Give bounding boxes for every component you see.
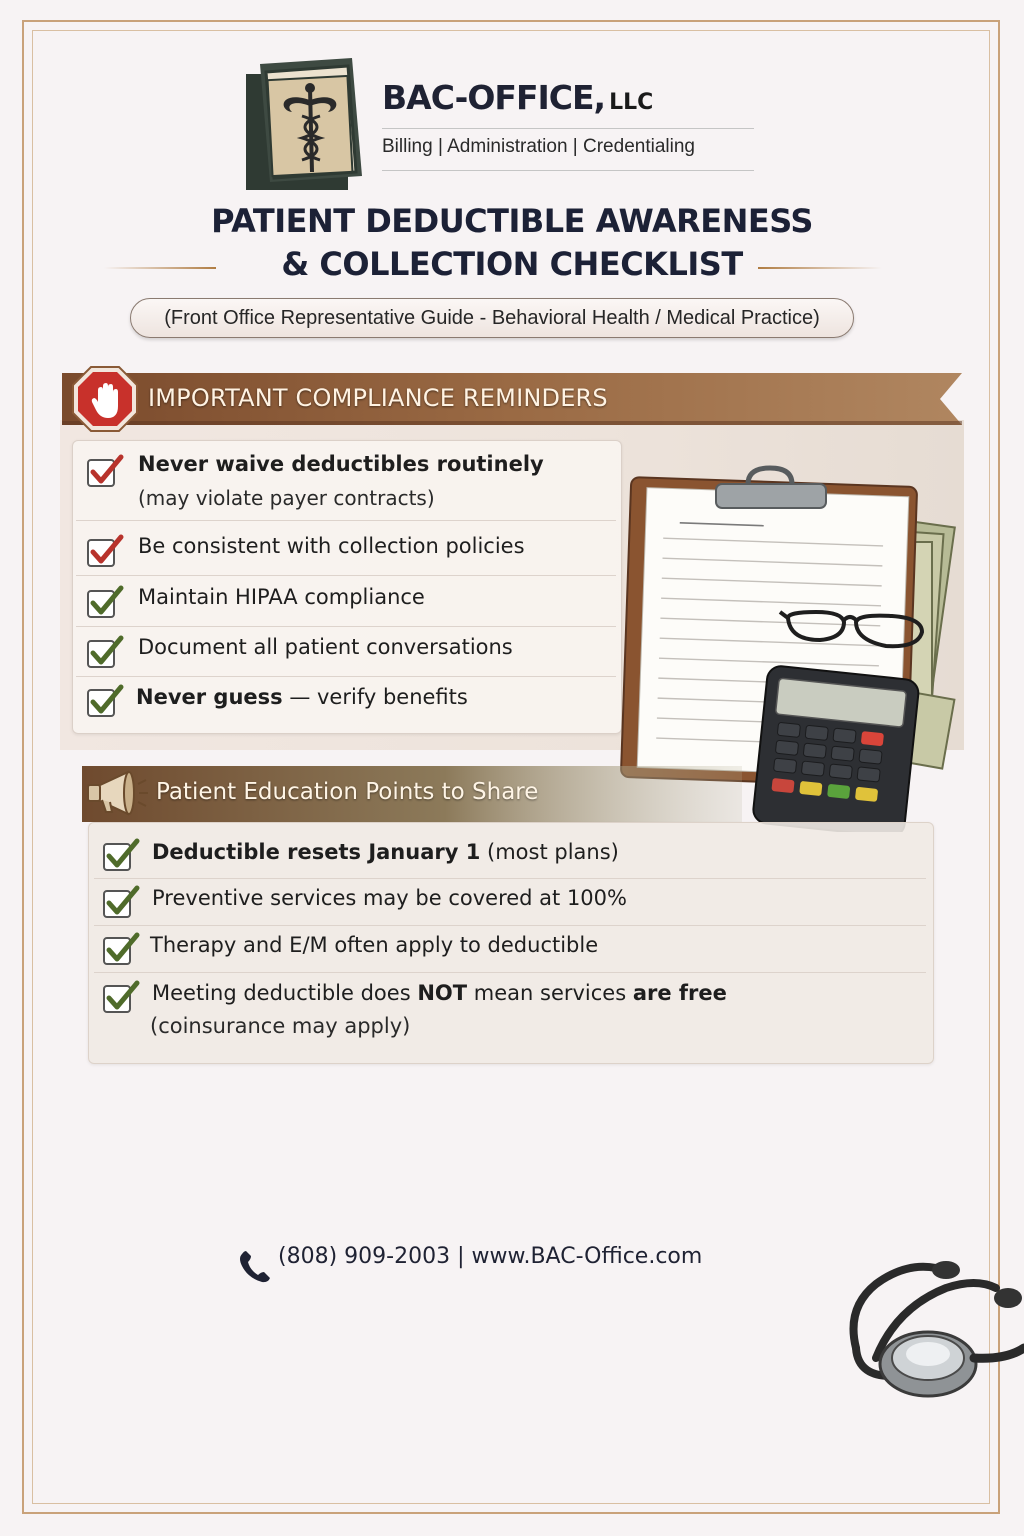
compliance-heading: IMPORTANT COMPLIANCE REMINDERS [148, 384, 608, 412]
calculator-icon [752, 665, 920, 832]
brand-name-text: BAC-OFFICE, [382, 78, 606, 117]
education-item-4-sub: (coinsurance may apply) [150, 1014, 411, 1038]
check-icon [86, 454, 124, 488]
contact-website[interactable]: www.BAC-Office.com [471, 1244, 703, 1269]
row-divider [76, 520, 616, 521]
contact-separator: | [457, 1244, 465, 1269]
title-rule-right [758, 267, 882, 269]
subtitle-pill: (Front Office Representative Guide - Behavioral Health / Medical Practice) [130, 298, 854, 338]
compliance-item-4: Document all patient conversations [138, 635, 513, 659]
compliance-item-3: Maintain HIPAA compliance [138, 585, 425, 609]
page-title-line2: & COLLECTION CHECKLIST [281, 245, 743, 283]
check-icon [86, 635, 124, 669]
compliance-item-2: Be consistent with collection policies [138, 534, 525, 558]
education-item-1-rest: (most plans) [480, 840, 619, 864]
education-item-4-part3: mean services [467, 981, 633, 1005]
compliance-item-5-bold: Never guess [136, 685, 283, 709]
education-item-3: Therapy and E/M often apply to deductible [150, 933, 599, 957]
phone-icon [236, 1248, 276, 1284]
education-item-4-free: are free [632, 981, 727, 1005]
check-icon [86, 585, 124, 619]
page-title-line1: PATIENT DEDUCTIBLE AWARENESS [211, 202, 813, 240]
row-divider [94, 925, 926, 926]
check-icon [86, 534, 124, 568]
compliance-item-1-sub: (may violate payer contracts) [138, 486, 435, 510]
row-divider [76, 575, 616, 576]
check-icon [102, 932, 140, 966]
contact-line [278, 1244, 702, 1269]
compliance-item-1-bold: Never waive deductibles routinely [138, 452, 544, 476]
education-item-1 [152, 840, 619, 864]
brand-suffix: LLC [609, 90, 654, 115]
row-divider [94, 972, 926, 973]
compliance-item-5-rest: — verify benefits [282, 685, 468, 709]
row-divider [76, 676, 616, 677]
brand-rule-bottom [382, 170, 754, 171]
education-item-4 [152, 981, 727, 1005]
education-heading: Patient Education Points to Share [156, 779, 539, 805]
education-item-1-bold: Deductible resets January 1 [152, 840, 481, 864]
row-divider [76, 626, 616, 627]
brand-name [382, 78, 653, 117]
row-divider [94, 878, 926, 879]
check-icon [102, 980, 140, 1014]
check-icon [102, 838, 140, 872]
compliance-item-1 [138, 452, 544, 476]
check-icon [102, 885, 140, 919]
stethoscope-icon [836, 1248, 1024, 1408]
caduceus-logo-icon [240, 54, 380, 192]
megaphone-icon [84, 768, 150, 818]
education-item-4-not: NOT [417, 981, 468, 1005]
brand-tagline: Billing | Administration | Credentialing [382, 136, 695, 157]
brand-rule-top [382, 128, 754, 129]
education-item-2: Preventive services may be covered at 100% [152, 886, 627, 910]
check-icon [86, 684, 124, 718]
contact-phone[interactable]: (808) 909-2003 [278, 1244, 451, 1269]
stop-hand-icon [70, 364, 140, 434]
compliance-item-5 [136, 685, 468, 709]
education-item-4-part1: Meeting deductible does [152, 981, 418, 1005]
